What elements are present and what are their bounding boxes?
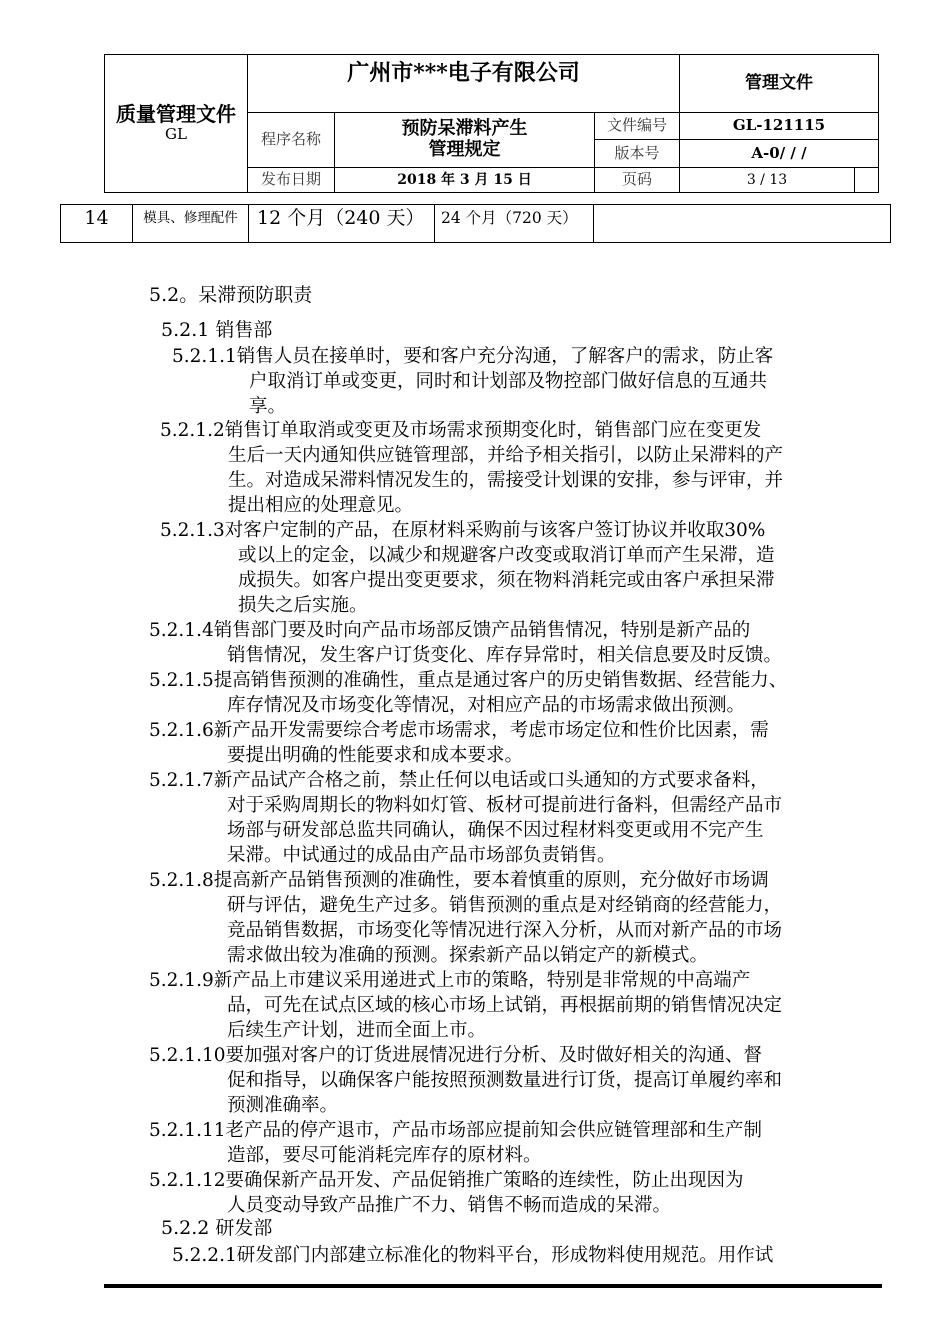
subsection-heading-rnd: 5.2.2 研发部 (161, 1217, 273, 1239)
text-line: 户取消订单或变更，同时和计划部及物控部门做好信息的互通共 (249, 371, 768, 392)
paragraph-5-2-1-3 (160, 518, 775, 618)
text-line: 生。对造成呆滞料情况发生的，需接受计划课的安排，参与评审，并 (228, 470, 784, 491)
text-line: 5.2.1.7新产品试产合格之前，禁止任何以电话或口头通知的方式要求备料， (149, 770, 769, 791)
paragraph-5-2-1-7 (149, 768, 782, 868)
text-line: 呆滞。中试通过的成品由产品市场部负责销售。 (227, 845, 616, 866)
section-heading: 5.2。呆滞预防职责 (149, 284, 313, 306)
text-line: 5.2.1.10要加强对客户的订货进展情况进行分析、及时做好相关的沟通、督 (149, 1045, 762, 1066)
paragraph-5-2-1-12 (149, 1168, 744, 1218)
text-line: 库存情况及市场变化等情况，对相应产品的市场需求做出预测。 (227, 695, 746, 716)
release-date-label: 发布日期 (260, 170, 321, 189)
text-line: 5.2.1.9新产品上市建议采用递进式上市的策略，特别是非常规的中高端产 (149, 970, 751, 991)
paragraph-5-2-1-5 (149, 668, 787, 718)
text-line: 要提出明确的性能要求和成本要求。 (227, 745, 524, 766)
program-name-line2: 管理规定 (428, 139, 501, 160)
version-label: 版本号 (614, 143, 660, 162)
text-line: 或以上的定金，以减少和规避客户改变或取消订单而产生呆滞，造 (238, 545, 775, 566)
text-line: 人员变动导致产品推广不力、销售不畅而造成的呆滞。 (227, 1195, 672, 1216)
text-line: 研与评估，避免生产过多。销售预测的重点是对经销商的经营能力， (227, 895, 783, 916)
subsection-heading-sales: 5.2.1 销售部 (161, 319, 273, 341)
table-row (60, 204, 891, 243)
row-number: 14 (84, 207, 109, 230)
text-line: 场部与研发部总监共同确认，确保不因过程材料变更或用不完产生 (227, 820, 764, 841)
text-line: 竞品销售数据，市场变化等情况进行深入分析，从而对新产品的市场 (227, 920, 783, 941)
row-period-1: 12 个月（240 天） (257, 207, 425, 230)
doc-number-label: 文件编号 (606, 116, 667, 135)
program-name-line1: 预防呆滞料产生 (401, 118, 528, 140)
text-line: 后续生产计划，进而全面上市。 (227, 1020, 487, 1041)
text-line: 成损失。如客户提出变更要求，须在物料消耗完或由客户承担呆滞 (238, 570, 775, 591)
text-line: 5.2.2.1研发部门内部建立标准化的物料平台，形成物料使用规范。用作试 (172, 1245, 774, 1266)
doc-number: GL-121115 (732, 116, 826, 135)
page-number: 3 / 13 (746, 171, 788, 188)
paragraph-5-2-1-8 (149, 868, 782, 968)
paragraph-5-2-2-1 (172, 1243, 773, 1268)
text-line: 促和指导，以确保客户能按照预测数量进行订货，提高订单履约率和 (227, 1070, 783, 1091)
footer-rule (104, 1284, 882, 1288)
paragraph-5-2-1-6 (149, 718, 769, 768)
paragraph-5-2-1-9 (149, 968, 782, 1043)
row-period-2: 24 个月（720 天） (441, 209, 578, 228)
doc-series-code: GL (165, 125, 187, 144)
text-line: 需求做出较为准确的预测。探索新产品以销定产的新模式。 (227, 945, 709, 966)
text-line: 提出相应的处理意见。 (228, 495, 414, 516)
header-left-block (105, 55, 247, 192)
text-line: 5.2.1.1销售人员在接单时，要和客户充分沟通，了解客户的需求，防止客 (172, 346, 774, 367)
paragraph-5-2-1-11 (149, 1118, 762, 1168)
row-item: 模具、修理配件 (143, 210, 238, 227)
program-name (335, 113, 594, 167)
text-line: 销售情况，发生客户订货变化、库存异常时，相关信息要及时反馈。 (227, 645, 783, 666)
version-number: A-0/ / / (751, 143, 807, 162)
text-line: 损失之后实施。 (238, 595, 368, 616)
text-line: 5.2.1.12要确保新产品开发、产品促销推广策略的连续性，防止出现因为 (149, 1170, 744, 1191)
text-line: 预测准确率。 (227, 1095, 339, 1116)
paragraph-5-2-1-2 (160, 418, 783, 518)
text-line: 5.2.1.2销售订单取消或变更及市场需求预期变化时，销售部门应在变更发 (160, 420, 762, 441)
paragraph-5-2-1-1 (172, 344, 773, 419)
text-line: 生后一天内通知供应链管理部，并给予相关指引，以防止呆滞料的产 (228, 445, 784, 466)
text-line: 造部，要尽可能消耗完库存的原材料。 (227, 1145, 542, 1166)
text-line: 5.2.1.4销售部门要及时向产品市场部反馈产品销售情况，特别是新产品的 (149, 620, 751, 641)
document-header-table (104, 54, 879, 193)
program-name-label: 程序名称 (260, 130, 321, 149)
quality-doc-title: 质量管理文件 (116, 102, 236, 127)
text-line: 对于采购周期长的物料如灯管、板材可提前进行备料，但需经产品市 (227, 795, 783, 816)
text-line: 5.2.1.5提高销售预测的准确性，重点是通过客户的历史销售数据、经营能力、 (149, 670, 788, 691)
text-line: 5.2.1.6新产品开发需要综合考虑市场需求，考虑市场定位和性价比因素，需 (149, 720, 769, 741)
paragraph-5-2-1-4 (149, 618, 782, 668)
text-line: 5.2.1.8提高新产品销售预测的准确性，要本着慎重的原则，充分做好市场调 (149, 870, 769, 891)
text-line: 享。 (249, 396, 287, 417)
page-label: 页码 (621, 170, 652, 189)
text-line: 5.2.1.3对客户定制的产品，在原材料采购前与该客户签订协议并收取30% (160, 520, 766, 541)
release-date: 2018 年 3 月 15 日 (397, 171, 532, 188)
row-remark (594, 205, 890, 233)
text-line: 品，可先在试点区域的核心市场上试销，再根据前期的销售情况决定 (227, 995, 783, 1016)
doc-type: 管理文件 (745, 72, 813, 93)
paragraph-5-2-1-10 (149, 1043, 782, 1118)
text-line: 5.2.1.11老产品的停产退市，产品市场部应提前知会供应链管理部和生产制 (149, 1120, 762, 1141)
company-name: 广州市***电子有限公司 (347, 60, 580, 87)
